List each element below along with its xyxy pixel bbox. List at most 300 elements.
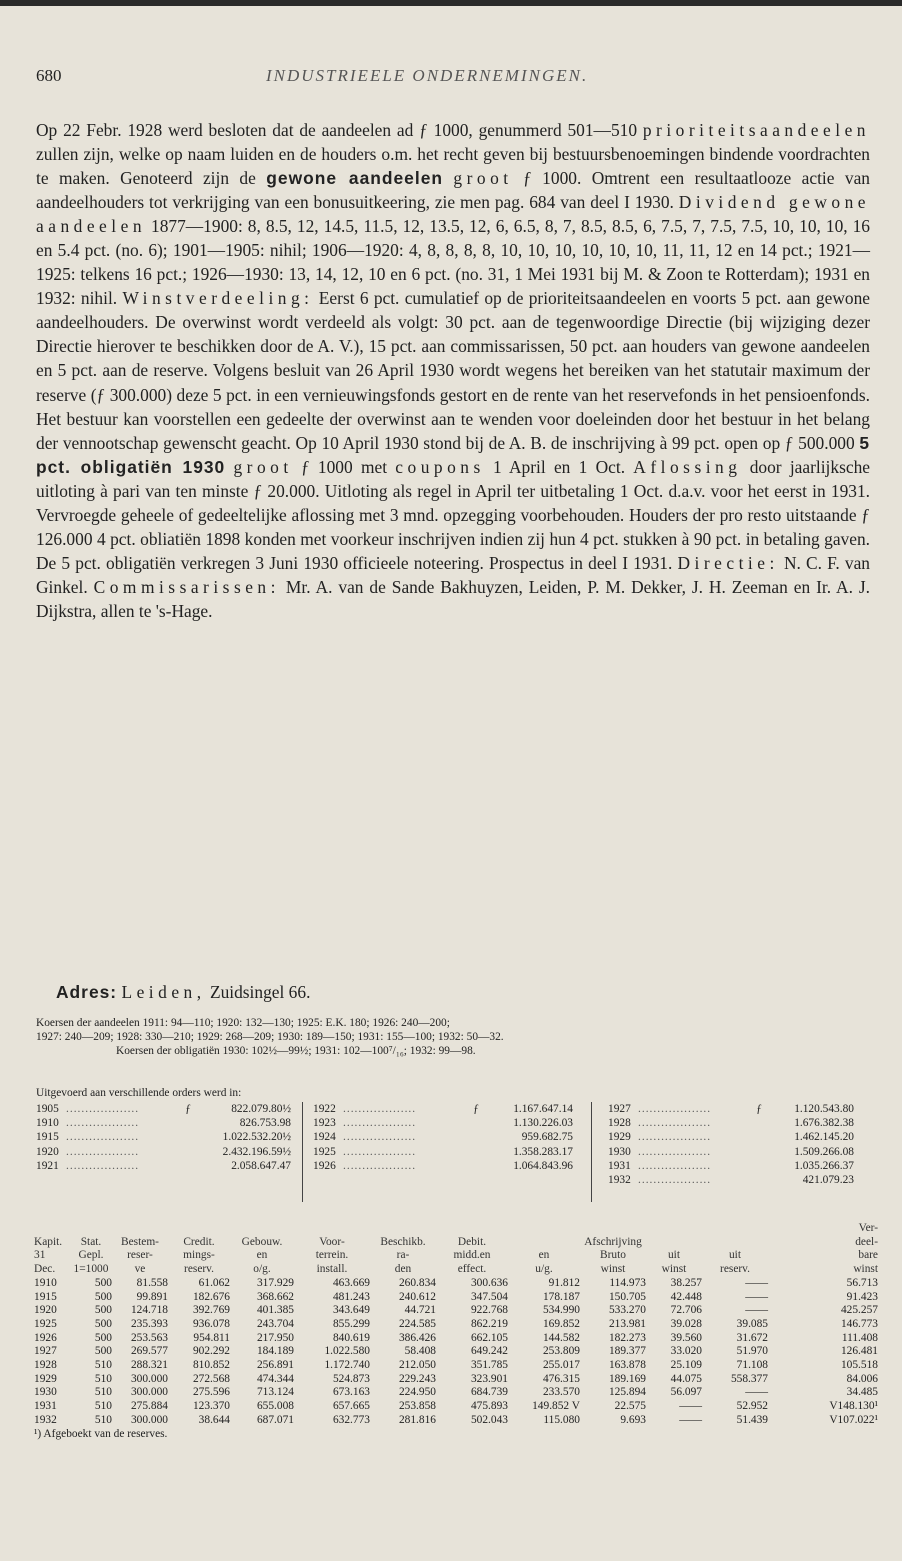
year-cell: 1925 [34,1317,57,1330]
value-cell: 56.713 [846,1276,878,1289]
orders-row [313,1130,573,1144]
value-cell: 91.423 [846,1290,878,1303]
header-cell: Debit. [457,1235,487,1248]
value-cell: 255.017 [542,1359,580,1372]
running-title: INDUSTRIEELE ONDERNEMINGEN. [266,66,589,85]
value-cell: —— [745,1386,768,1399]
value-cell: 149.852 V [532,1400,580,1413]
value-cell: 126.481 [840,1345,878,1358]
value-cell: 1.022.580 [324,1345,370,1358]
header-cell: 1=1000 [73,1263,109,1276]
year-cell: 1927 [34,1345,57,1358]
value-cell: 243.704 [256,1317,294,1330]
text-run: N. C. F. van Ginkel. [36,552,870,597]
value-cell: 475.893 [470,1400,508,1413]
address-street: Zuidsingel 66. [205,982,311,1002]
header-cell: winst [661,1263,687,1276]
orders-year: 1920 [36,1145,59,1158]
value-cell: 500 [94,1290,112,1303]
value-cell: 558.377 [730,1372,768,1385]
value-cell: 713.124 [256,1386,294,1399]
header-cell: Voor- [319,1235,345,1248]
value-cell: 810.852 [192,1359,230,1372]
header-cell: effect. [457,1263,487,1276]
value-cell: 44.721 [404,1304,436,1317]
table-row [34,1304,878,1318]
header-cell: 31 [34,1249,46,1262]
header-cell: mings- [183,1249,215,1262]
text-run: Op 22 Febr. 1928 werd besloten dat de aandeelen ad ƒ 1000, genummerd 501—510 [36,120,643,140]
value-cell: 401.385 [256,1304,294,1317]
value-cell: 229.243 [398,1372,436,1385]
value-cell: 81.558 [136,1276,168,1289]
value-cell: —— [679,1400,702,1413]
bold-term: gewone aandeelen [266,168,443,189]
share-quotes-line-1: Koersen der aandeelen 1911: 94—110; 1920: 132—130; 1925: E.K. 180; 1926: 240—200; [36,1017,450,1029]
share-quotes-line-2: 1927: 240—209; 1928: 330—210; 1929: 268—209; 1930: 189—150; 1931: 155—100; 1932: 50—32. [36,1031,504,1043]
financial-table [34,1222,878,1441]
orders-value: 2.432.196.59½ [222,1145,291,1158]
header-cell [370,1222,436,1236]
table-row [34,1277,878,1291]
value-cell: 124.718 [130,1304,168,1317]
header-cell: ra- [396,1249,410,1262]
value-cell: 42.448 [670,1290,702,1303]
value-cell: 256.891 [256,1359,294,1372]
orders-row [608,1159,854,1173]
spaced-term: coupons [395,456,485,477]
orders-year: 1926 [313,1159,336,1172]
column-divider [302,1102,303,1202]
value-cell: 840.619 [332,1331,370,1344]
orders-value: 1.462.145.20 [794,1131,854,1144]
year-cell: 1932 [34,1413,57,1426]
orders-title: Uitgevoerd aan verschillende orders werd in: [36,1087,242,1099]
value-cell: 33.020 [670,1345,702,1358]
orders-value: 1.120.543.80 [794,1103,854,1115]
value-cell: 317.929 [256,1276,294,1289]
header-cell: winst [600,1263,626,1276]
address-label: Adres: [56,982,118,1002]
year-cell: 1931 [34,1400,57,1413]
leader-dots: ................... [638,1173,712,1186]
orders-column-1 [36,1102,291,1173]
year-cell: 1928 [34,1359,57,1372]
spaced-term: Directie: [677,552,779,573]
leader-dots: ................... [66,1103,140,1115]
value-cell: 56.097 [670,1386,702,1399]
orders-row [608,1145,854,1159]
value-cell: 687.071 [256,1413,294,1426]
value-cell: 936.078 [192,1317,230,1330]
value-cell: 500 [94,1331,112,1344]
header-cell: Credit. [183,1235,215,1248]
orders-value: 1.167.647.14 [513,1103,573,1115]
orders-value: 1.035.266.37 [794,1159,854,1172]
text-run: 1 April en 1 Oct. [484,456,634,477]
leader-dots: ................... [343,1117,417,1130]
leader-dots: ................... [638,1117,712,1130]
value-cell: 146.773 [840,1317,878,1330]
value-cell: 510 [94,1372,112,1385]
value-cell: 34.485 [846,1386,878,1399]
orders-value: 2.058.647.47 [231,1159,291,1172]
value-cell: 125.894 [608,1386,646,1399]
value-cell: 281.816 [398,1413,436,1426]
value-cell: 954.811 [193,1331,230,1344]
text-run [443,168,453,188]
value-cell: 51.970 [736,1345,768,1358]
value-cell: 500 [94,1317,112,1330]
value-cell: 182.273 [608,1331,646,1344]
bold-term: 5 pct. obligatiën 1930 [36,432,870,477]
value-cell: 58.408 [404,1345,436,1358]
value-cell: 217.950 [256,1331,294,1344]
value-cell: 855.299 [332,1317,370,1330]
header-cell [230,1222,294,1236]
value-cell: 500 [94,1304,112,1317]
header-cell [436,1222,508,1236]
spaced-term: Aflossing [633,456,742,477]
value-cell: 233.570 [542,1386,580,1399]
table-row [34,1414,878,1428]
value-cell: 343.649 [332,1304,370,1317]
table-row [34,1291,878,1305]
value-cell: 649.242 [470,1345,508,1358]
value-cell: 300.636 [470,1276,508,1289]
value-cell: 71.108 [736,1359,768,1372]
value-cell: 673.163 [332,1386,370,1399]
orders-year: 1928 [608,1117,631,1130]
value-cell: 272.568 [192,1372,230,1385]
orders-row [36,1116,291,1130]
table-row [34,1332,878,1346]
value-cell: 534.990 [542,1304,580,1317]
spaced-term: Winstverdeeling: [122,288,314,309]
spaced-term: Commissarissen: [93,576,280,597]
value-cell: 288.321 [130,1359,168,1372]
header-cell: Afschrijving [584,1235,642,1248]
table-row [34,1359,878,1373]
leader-dots: ................... [638,1131,712,1144]
value-cell: 163.878 [608,1359,646,1372]
header-cell [294,1222,370,1236]
header-cell: en [256,1249,268,1262]
value-cell: 111.408 [841,1331,878,1344]
year-cell: 1926 [34,1331,57,1344]
value-cell: V148.130¹ [829,1400,878,1413]
value-cell: 22.575 [614,1400,646,1413]
orders-row [313,1102,573,1116]
spaced-term: Dividend gewone aandeelen [36,192,871,237]
value-cell: —— [745,1276,768,1289]
value-cell: 463.669 [332,1276,370,1289]
orders-value: 421.079.23 [802,1173,854,1186]
header-cell: u/g. [535,1263,553,1276]
orders-value: 1.064.843.96 [513,1159,573,1172]
value-cell: —— [679,1413,702,1426]
header-cell: install. [316,1263,348,1276]
table-row [34,1318,878,1332]
value-cell: 61.062 [198,1276,230,1289]
year-cell: 1915 [34,1290,57,1303]
value-cell: 212.050 [398,1359,436,1372]
header-cell [34,1222,70,1236]
value-cell: 481.243 [332,1290,370,1303]
header-cell [508,1222,580,1236]
orders-row [313,1116,573,1130]
header-cell: Stat. [80,1235,102,1248]
value-cell: 510 [94,1400,112,1413]
value-cell: 510 [94,1386,112,1399]
orders-row [36,1145,291,1159]
header-cell: Beschikb. [380,1235,426,1248]
leader-dots: ................... [343,1159,417,1172]
value-cell: 150.705 [608,1290,646,1303]
header-cell: en [538,1249,550,1262]
value-cell: 224.585 [398,1317,436,1330]
value-cell: 632.773 [332,1413,370,1426]
value-cell: 31.672 [736,1331,768,1344]
value-cell: 84.006 [846,1372,878,1385]
orders-year: 1923 [313,1117,336,1130]
orders-year: 1929 [608,1131,631,1144]
value-cell: 25.109 [670,1359,702,1372]
value-cell: 657.665 [332,1400,370,1413]
value-cell: 922.768 [470,1304,508,1317]
value-cell: 178.187 [542,1290,580,1303]
header-cell: Ver- [858,1222,878,1234]
orders-year: 1925 [313,1145,336,1158]
currency-sign: ƒ [185,1103,191,1115]
year-cell: 1929 [34,1372,57,1385]
orders-value: 822.079.80½ [231,1103,291,1115]
header-cell [112,1222,168,1236]
value-cell: 300.000 [130,1386,168,1399]
spaced-term: groot [453,168,513,189]
orders-value: 959.682.75 [521,1131,573,1144]
value-cell: —— [745,1290,768,1303]
leader-dots: ................... [638,1159,712,1172]
header-cell: o/g. [253,1263,271,1276]
value-cell: 189.169 [608,1372,646,1385]
header-cell: reserv. [184,1263,214,1276]
financial-table-header [34,1222,878,1277]
orders-row [608,1102,854,1116]
header-cell: Bestem- [121,1235,159,1248]
orders-column-3 [608,1102,854,1187]
value-cell: 386.426 [398,1331,436,1344]
leader-dots: ................... [343,1145,417,1158]
table-row [34,1386,878,1400]
table-row [34,1345,878,1359]
value-cell: 902.292 [192,1345,230,1358]
orders-year: 1924 [313,1131,336,1144]
value-cell: V107.022¹ [829,1413,878,1426]
page-number: 680 [36,66,62,85]
orders-value: 1.509.266.08 [794,1145,854,1158]
leader-dots: ................... [638,1145,712,1158]
header-cell: Dec. [34,1263,56,1276]
company-paragraph [36,118,870,623]
leader-dots: ................... [343,1131,417,1144]
value-cell: 39.560 [670,1331,702,1344]
value-cell: 72.706 [670,1304,702,1317]
currency-sign: ƒ [473,1103,479,1115]
year-cell: 1930 [34,1386,57,1399]
value-cell: 655.008 [256,1400,294,1413]
value-cell: 510 [94,1413,112,1426]
text-run: Eerst 6 pct. cumulatief op de prioriteitsaandeelen en voorts 5 pct. aan gewone aandeelhouders. De overwinst wordt verdeeld als volgt: 30 pct. aan de tegenwoordige Directie (bij wijziging dezer Directie hierover te beschikken door de A. V.), 15 pct. aan commissarissen, 50 pct. aan houders van gewone aandeelen en 5 pct. aan de reserve. Volgens besluit van 26 April 1930 wordt wegens het bereiken van het statutair maximum der reserve (ƒ 300.000) deze 5 pct. in een vernieuwingsfonds gestort en de rente van het reservefonds in het pensioenfonds. Het bestuur kan voorstellen een gedeelte der overwinst aan te wenden voor doeleinden door het bestuur in het belang der vennootschap gewenscht geacht. Op 10 April 1930 stond bij de A. B. de inschrijving à 99 pct. open op ƒ 500.000 [36,288,871,453]
leader-dots: ................... [66,1131,140,1144]
table-row [34,1373,878,1387]
value-cell: 862.219 [470,1317,508,1330]
value-cell: 38.644 [198,1413,230,1426]
value-cell: 123.370 [192,1400,230,1413]
orders-year: 1930 [608,1145,631,1158]
header-row [34,1222,878,1236]
header-cell [702,1222,768,1236]
table-row [34,1400,878,1414]
column-divider [591,1102,592,1202]
value-cell: 368.662 [256,1290,294,1303]
address-city: Leiden, [121,982,206,1002]
page-header [36,66,876,90]
header-cell [646,1222,702,1236]
value-cell: 300.000 [130,1413,168,1426]
value-cell: 253.563 [130,1331,168,1344]
header-cell: Gepl. [78,1249,104,1262]
header-row [34,1236,878,1250]
address-line [56,982,310,1003]
orders-value: 826.753.98 [239,1117,291,1130]
value-cell: 510 [94,1359,112,1372]
header-cell [580,1222,646,1236]
value-cell: 275.596 [192,1386,230,1399]
orders-year: 1910 [36,1117,59,1130]
orders-row [608,1130,854,1144]
value-cell: 533.270 [608,1304,646,1317]
year-cell: 1920 [34,1304,57,1317]
financial-table-body [34,1277,878,1428]
orders-table [36,1086,876,1186]
leader-dots: ................... [66,1145,140,1158]
header-cell: deel- [855,1235,878,1248]
text-run: door jaarlijksche uitloting à pari van ten minste ƒ 20.000. Uitloting als regel in April ter uitbetaling 1 Oct. d.a.v. voor het eerst in 1931. Vervroegde geheele of gedeeltelijke aflossing met 3 mnd. opzegging voorbehouden. Houders der pro resto uitstaande ƒ 126.000 4 pct. obliatiën 1898 konden met voorkeur inschrijven indien zij hun 4 pct. stukken à 90 pct. in betaling gaven. De 5 pct. obligatiën verkregen 3 Juni 1930 officieele noteering. Prospectus in deel I 1931. [36,456,870,573]
value-cell: 502.043 [470,1413,508,1426]
value-cell: 240.612 [398,1290,436,1303]
header-cell [168,1222,230,1236]
text-run: Mr. A. van de Sande Bakhuyzen, Leiden, P. M. Dekker, J. H. Zeeman en Ir. A. J. Dijkstra, allen te 's-Hage. [36,576,870,621]
value-cell: 1.172.740 [324,1359,370,1372]
orders-year: 1927 [608,1103,631,1115]
value-cell: 189.377 [608,1345,646,1358]
value-cell: 300.000 [130,1372,168,1385]
header-cell: reserv. [720,1263,750,1276]
value-cell: 662.105 [470,1331,508,1344]
value-cell: 425.257 [840,1304,878,1317]
orders-column-2 [313,1102,573,1173]
header-cell [646,1236,702,1250]
header-row [34,1263,878,1277]
value-cell: 184.189 [256,1345,294,1358]
value-cell: 500 [94,1345,112,1358]
value-cell: 347.504 [470,1290,508,1303]
header-cell: bare [858,1249,878,1262]
header-cell: midd.en [453,1249,491,1262]
value-cell: 392.769 [192,1304,230,1317]
orders-row [608,1116,854,1130]
value-cell: 684.739 [470,1386,508,1399]
value-cell: 260.834 [398,1276,436,1289]
orders-row [36,1102,291,1116]
text-run: zullen zijn, welke op naam luiden en de houders o.m. het recht geven bij bestuursbenoemingen bindende voordrachten te maken. Genoteerd zijn de [36,144,870,189]
orders-row [36,1159,291,1173]
value-cell: 275.884 [130,1400,168,1413]
header-row [34,1249,878,1263]
orders-year: 1922 [313,1103,336,1115]
value-cell: 474.344 [256,1372,294,1385]
value-cell: 9.693 [620,1413,646,1426]
spaced-term: groot [233,456,293,477]
orders-year: 1931 [608,1159,631,1172]
footnote: ¹) Afgeboekt van de reserves. [34,1427,168,1440]
leader-dots: ................... [66,1159,140,1172]
leader-dots: ................... [638,1103,712,1115]
leader-dots: ................... [343,1103,417,1115]
value-cell: 224.950 [398,1386,436,1399]
value-cell: 91.812 [548,1276,580,1289]
text-run: ƒ 1000 met [292,456,396,477]
orders-row [36,1130,291,1144]
header-cell: terrein. [315,1249,349,1262]
header-cell: reser- [127,1249,153,1262]
currency-sign: ƒ [756,1103,762,1115]
value-cell: 114.973 [609,1276,646,1289]
value-cell: 500 [94,1276,112,1289]
value-cell: 351.785 [470,1359,508,1372]
header-cell: Kapit. [34,1235,63,1248]
header-cell: Gebouw. [241,1235,283,1248]
scan-top-edge [0,0,902,6]
orders-value: 1.358.283.17 [513,1145,573,1158]
text-run: ƒ 1000. Omtrent een resultaatlooze actie van aandeelhouders tot verkrijging van een bonusuitkeering, zie men pag. 684 van deel I 1930. [36,168,870,213]
orders-year: 1921 [36,1159,59,1172]
main-text [36,118,870,623]
orders-year: 1905 [36,1103,59,1115]
value-cell: 52.952 [736,1400,768,1413]
value-cell: 235.393 [130,1317,168,1330]
value-cell: 213.981 [608,1317,646,1330]
header-cell: ve [134,1263,146,1276]
orders-row [608,1173,854,1187]
orders-value: 1.022.532.20½ [222,1131,291,1144]
value-cell: 253.809 [542,1345,580,1358]
value-cell: 39.028 [670,1317,702,1330]
value-cell: 253.858 [398,1400,436,1413]
value-cell: 38.257 [670,1276,702,1289]
orders-row [313,1159,573,1173]
value-cell: 524.873 [332,1372,370,1385]
header-cell: Bruto [600,1249,626,1262]
bond-quotes-line: Koersen der obligatiën 1930: 102½—99½; 1931: 102—100⁷/₁₆; 1932: 99—98. [116,1045,476,1057]
value-cell: —— [745,1304,768,1317]
value-cell: 105.518 [840,1359,878,1372]
value-cell: 169.852 [542,1317,580,1330]
value-cell: 269.577 [130,1345,168,1358]
value-cell: 476.315 [542,1372,580,1385]
price-quotes [36,1016,876,1058]
